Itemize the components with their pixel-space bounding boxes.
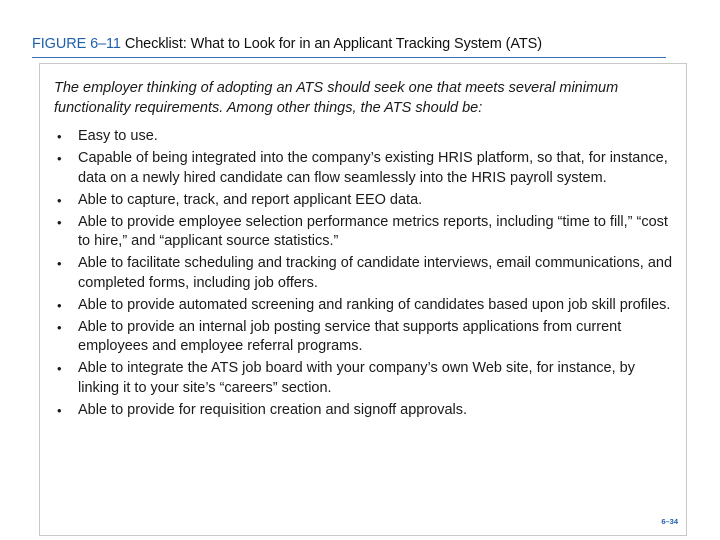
bullet-icon: • [57, 192, 62, 208]
list-item-text: Able to provide an internal job posting service that supports applications from current employees and employee referral programs. [78, 318, 622, 354]
bullet-icon: • [57, 319, 62, 335]
list-item [54, 296, 674, 316]
bullet-icon: • [57, 402, 62, 418]
list-item [54, 191, 674, 211]
checklist [54, 127, 674, 423]
list-item [54, 149, 674, 188]
list-item [54, 318, 674, 357]
bullet-icon: • [57, 151, 62, 166]
list-item-text: Able to integrate the ATS job board with your company’s own Web site, for instance, by linking it to your site’s “careers” section. [78, 360, 635, 396]
list-item-text: Capable of being integrated into the company’s existing HRIS platform, so that, for instance, data on a newly hired candidate can flow seamlessly into the HRIS payroll system. [78, 150, 668, 186]
list-item-text: Able to capture, track, and report applicant EEO data. [78, 191, 423, 208]
list-item-text: Able to provide employee selection performance metrics reports, including “time to fill,” “cost to hire,” and “applicant source statistics.” [78, 213, 668, 249]
figure-header [32, 36, 676, 52]
page-number: 6–34 [661, 517, 678, 526]
list-item-text: Able to provide for requisition creation and signoff approvals. [78, 401, 468, 418]
bullet-icon: • [57, 297, 62, 313]
header-divider [32, 57, 666, 58]
list-item [54, 127, 674, 147]
list-item [54, 254, 674, 293]
list-item-text: Able to provide automated screening and ranking of candidates based upon job skill profiles. [78, 296, 671, 313]
list-item [54, 359, 674, 398]
figure-title: Checklist: What to Look for in an Applicant Tracking System (ATS) [124, 36, 542, 52]
list-item [54, 401, 674, 421]
intro-paragraph: The employer thinking of adopting an ATS should seek one that meets several minimum functionality requirements. Among other things, the ATS should be: [54, 80, 619, 116]
list-item [54, 213, 674, 252]
bullet-icon: • [57, 361, 62, 376]
list-item-text: Easy to use. [78, 128, 158, 144]
figure-number: FIGURE 6–11 [32, 36, 121, 52]
list-item-text: Able to facilitate scheduling and tracking of candidate interviews, email communications, and completed forms, including job offers. [78, 255, 673, 291]
bullet-icon: • [57, 256, 62, 271]
bullet-icon: • [57, 214, 62, 230]
bullet-icon: • [57, 129, 62, 144]
